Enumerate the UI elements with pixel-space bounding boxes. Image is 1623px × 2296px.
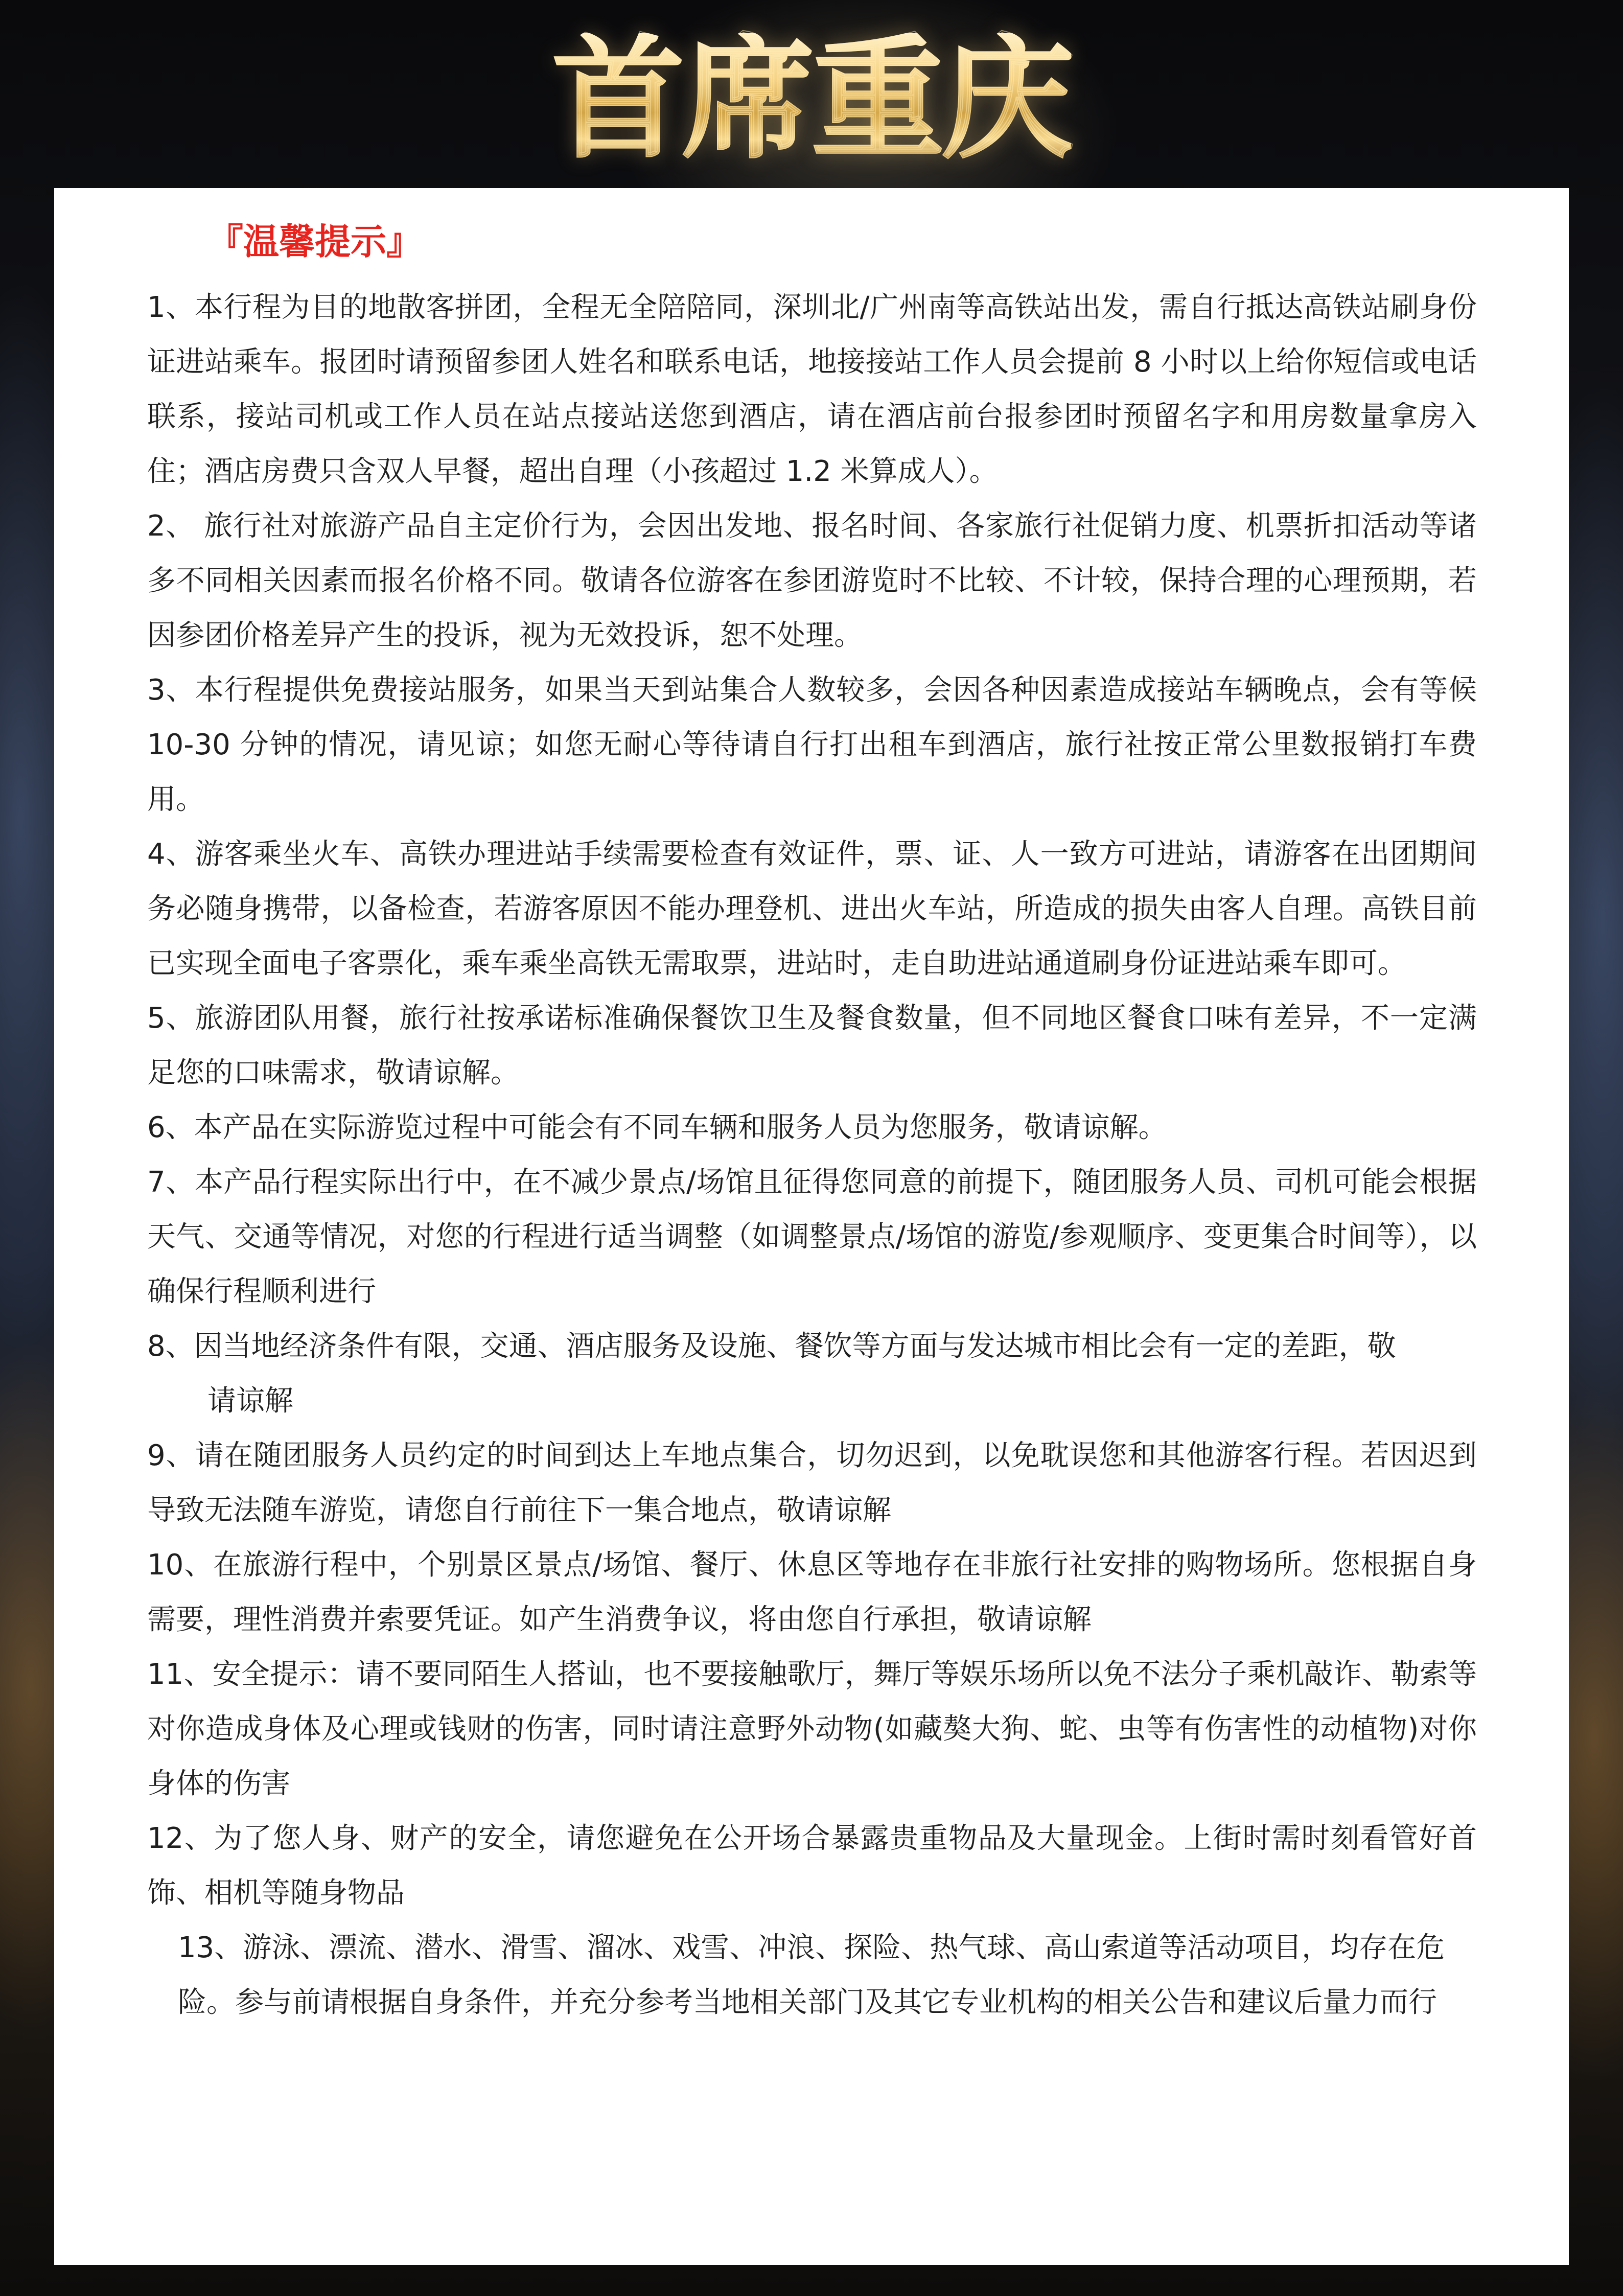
title-banner bbox=[0, 0, 1623, 189]
notice-item-9: 9、请在随团服务人员约定的时间到达上车地点集合，切勿迟到，以免耽误您和其他游客行程。若因迟到导致无法随车游览，请您自行前往下一集合地点，敬请谅解 bbox=[147, 1439, 1477, 1527]
notice-item-13-continued: 险。参与前请根据自身条件，并充分参考当地相关部门及其它专业机构的相关公告和建议后量力而行 bbox=[178, 1986, 1437, 2019]
notice-heading: 『温馨提示』 bbox=[207, 221, 422, 263]
notice-item-8-line-1: 8、因当地经济条件有限，交通、酒店服务及设施、餐饮等方面与发达城市相比会有一定的差距，敬 bbox=[147, 1330, 1396, 1363]
brand-title: 首席重庆 bbox=[552, 22, 1071, 177]
notice-list bbox=[147, 280, 1477, 2030]
notice-card bbox=[54, 188, 1569, 2265]
notice-item-7: 7、本产品行程实际出行中，在不减少景点/场馆且征得您同意的前提下，随团服务人员、司机可能会根据天气、交通等情况，对您的行程进行适当调整（如调整景点/场馆的游览/参观顺序、变更集合时间等），以确保行程顺利进行 bbox=[147, 1166, 1477, 1308]
notice-item-8-line-2: 请谅解 bbox=[207, 1384, 293, 1418]
notice-item-6: 6、本产品在实际游览过程中可能会有不同车辆和服务人员为您服务，敬请谅解。 bbox=[147, 1111, 1167, 1144]
notice-item-8 bbox=[147, 1319, 1477, 1428]
notice-item-4: 4、游客乘坐火车、高铁办理进站手续需要检查有效证件，票、证、人一致方可进站，请游客在出团期间务必随身携带，以备检查，若游客原因不能办理登机、进出火车站，所造成的损失由客人自理。高铁目前已实现全面电子客票化，乘车乘坐高铁无需取票，进站时，走自助进站通道刷身份证进站乘车即可。 bbox=[147, 838, 1477, 980]
notice-item-5: 5、旅游团队用餐，旅行社按承诺标准确保餐饮卫生及餐食数量，但不同地区餐食口味有差异，不一定满足您的口味需求，敬请谅解。 bbox=[147, 1002, 1477, 1089]
notice-item-13: 13、游泳、漂流、潜水、滑雪、溜冰、戏雪、冲浪、探险、热气球、高山索道等活动项目，均存在危 bbox=[178, 1931, 1445, 1964]
notice-item-12: 12、为了您人身、财产的安全，请您避免在公开场合暴露贵重物品及大量现金。上街时需时刻看管好首饰、相机等随身物品 bbox=[147, 1822, 1477, 1910]
notice-item-3: 3、本行程提供免费接站服务，如果当天到站集合人数较多，会因各种因素造成接站车辆晚点，会有等候 10-30 分钟的情况，请见谅；如您无耐心等待请自行打出租车到酒店，旅行社按正常公里数报销打车费用。 bbox=[147, 674, 1477, 816]
notice-item-11: 11、安全提示：请不要同陌生人搭讪，也不要接触歌厅，舞厅等娱乐场所以免不法分子乘机敲诈、勒索等对你造成身体及心理或钱财的伤害，同时请注意野外动物(如藏獒大狗、蛇、虫等有伤害性的动植物)对你身体的伤害 bbox=[147, 1658, 1477, 1800]
notice-item-1: 1、本行程为目的地散客拼团，全程无全陪陪同，深圳北/广州南等高铁站出发，需自行抵达高铁站刷身份证进站乘车。报团时请预留参团人姓名和联系电话，地接接站工作人员会提前 8 小时以上给你短信或电话联系，接站司机或工作人员在站点接站送您到酒店，请在酒店前台报参团时预留名字和用房数量拿房入住；酒店房费只含双人早餐，超出自理（小孩超过 1.2 米算成人）。 bbox=[147, 291, 1477, 488]
notice-item-2: 2、 旅行社对旅游产品自主定价行为，会因出发地、报名时间、各家旅行社促销力度、机票折扣活动等诸多不同相关因素而报名价格不同。敬请各位游客在参团游览时不比较、不计较，保持合理的心理预期，若因参团价格差异产生的投诉，视为无效投诉，恕不处理。 bbox=[147, 509, 1477, 652]
notice-item-10: 10、在旅游行程中，个别景区景点/场馆、餐厅、休息区等地存在非旅行社安排的购物场所。您根据自身需要，理性消费并索要凭证。如产生消费争议，将由您自行承担，敬请谅解 bbox=[147, 1548, 1477, 1636]
